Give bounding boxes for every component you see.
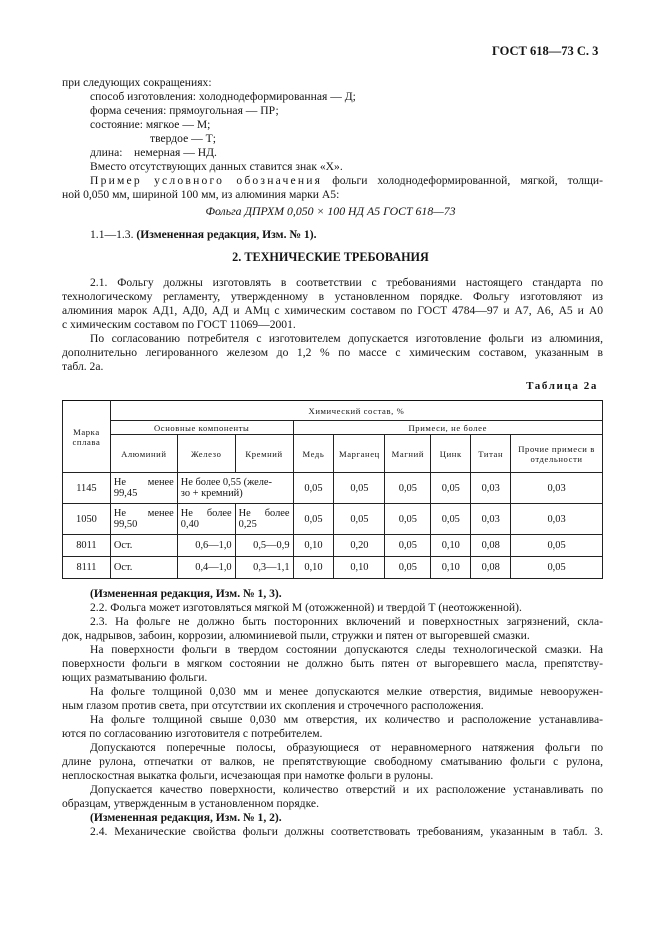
text-line: образцам, утвержденным в установленном порядке. bbox=[62, 797, 319, 810]
cell-text: менее bbox=[147, 477, 174, 488]
text-line: 2.4. Механические свойства фольги должны соответствовать требованиям, указанным в табл. 3. bbox=[90, 825, 603, 838]
table-row bbox=[63, 473, 603, 504]
cell-ti: 0,08 bbox=[471, 535, 511, 557]
cell-zn: 0,05 bbox=[431, 504, 471, 535]
text-line: На фольге толщиной свыше 0,030 мм отверстия, их количество и расположение устанавлива- bbox=[90, 713, 603, 726]
cell-grade: 1050 bbox=[63, 504, 111, 535]
text-line: дополнительно легированного железом до 1,2 % по массе с химическим составом, указанным в bbox=[62, 346, 603, 359]
designation-formula: Фольга ДПРХМ 0,050 × 100 НД А5 ГОСТ 618—73 bbox=[205, 204, 456, 218]
cell-other: 0,05 bbox=[511, 535, 603, 557]
text-line: Вместо отсутствующих данных ставится знак «Х». bbox=[90, 160, 343, 173]
cell-al: Ост. bbox=[110, 535, 177, 557]
cell-si: 0,3—1,1 bbox=[235, 557, 293, 579]
cell-cu: 0,05 bbox=[293, 473, 334, 504]
text-line: ющих разматыванию фольги. bbox=[62, 671, 208, 684]
header-col: Кремний bbox=[235, 435, 293, 473]
example-spaced: Пример условного обозначения bbox=[90, 174, 323, 187]
cell-grade: 1145 bbox=[63, 473, 111, 504]
cell-text: 0,25 bbox=[238, 519, 257, 530]
cell-mn: 0,10 bbox=[334, 557, 385, 579]
cell-text: более bbox=[264, 508, 290, 519]
text-line: Допускается качество поверхности, количество отверстий и их расположение устанавливать по bbox=[90, 783, 603, 796]
text-line: твердое — Т; bbox=[150, 132, 216, 145]
cell-zn: 0,05 bbox=[431, 473, 471, 504]
example-line bbox=[90, 174, 603, 188]
cell-mg: 0,05 bbox=[385, 473, 431, 504]
cell-text: более bbox=[206, 508, 232, 519]
header-grade: Марка сплава bbox=[63, 401, 111, 473]
text-line: На поверхности фольги в твердом состоянии допускаются следы технологической смазки. На bbox=[90, 643, 603, 656]
table-row bbox=[63, 557, 603, 579]
change-note bbox=[90, 228, 316, 242]
text-line: способ изготовления: холоднодеформированная — Д; bbox=[90, 90, 356, 103]
text-line: при следующих сокращениях: bbox=[62, 76, 212, 89]
cell-fe bbox=[177, 504, 235, 535]
text-line: поверхности фольги в мягком состоянии не должно быть пятен от выгоревшего масла, препятству- bbox=[62, 657, 603, 670]
text-line: технологическому регламенту, утвержденному в установленном порядке. Фольгу изготовляют из bbox=[62, 290, 603, 303]
text-line: форма сечения: прямоугольная — ПР; bbox=[90, 104, 279, 117]
cell-fe: 0,4—1,0 bbox=[177, 557, 235, 579]
header-col: Алюминий bbox=[110, 435, 177, 473]
text-line: ным глазом против света, при отсутствии их скопления и строчечного расположения. bbox=[62, 699, 484, 712]
cell-grade: 8111 bbox=[63, 557, 111, 579]
cell-cu: 0,10 bbox=[293, 535, 334, 557]
cell-ti: 0,03 bbox=[471, 473, 511, 504]
cell-mn: 0,20 bbox=[334, 535, 385, 557]
header-col: Медь bbox=[293, 435, 334, 473]
header-col: Марганец bbox=[334, 435, 385, 473]
cell-mg: 0,05 bbox=[385, 557, 431, 579]
cell-cu: 0,05 bbox=[293, 504, 334, 535]
cell-mg: 0,05 bbox=[385, 535, 431, 557]
cell-zn: 0,10 bbox=[431, 557, 471, 579]
text-line: ной 0,050 мм, шириной 100 мм, из алюминия марки А5: bbox=[62, 188, 340, 201]
text-line: длине рулона, отпечатки от валков, не препятствующие свободному сматыванию фольги с рулона, bbox=[62, 755, 603, 768]
header-chem: Химический состав, % bbox=[110, 401, 602, 421]
cell-text: 0,40 bbox=[180, 519, 199, 530]
cell-mn: 0,05 bbox=[334, 473, 385, 504]
cell-fe: 0,6—1,0 bbox=[177, 535, 235, 557]
cell-text: Не bbox=[113, 508, 127, 519]
text-line: На фольге толщиной 0,030 мм и менее допускаются мелкие отверстия, видимые невооружен- bbox=[90, 685, 603, 698]
header-col: Железо bbox=[177, 435, 235, 473]
header-main: Основные компоненты bbox=[110, 421, 293, 435]
text-line: табл. 2а. bbox=[62, 360, 104, 373]
page-header: ГОСТ 618—73 С. 3 bbox=[492, 44, 599, 58]
cell-text: Не более 0,55 (желе- bbox=[180, 477, 272, 488]
chemical-composition-table bbox=[62, 400, 603, 579]
cell-al bbox=[110, 504, 177, 535]
text-line: 2.3. На фольге не должно быть посторонних включений и поверхностных загрязнений, скла- bbox=[90, 615, 603, 628]
cell-mn: 0,05 bbox=[334, 504, 385, 535]
text-line: длина: немерная — НД. bbox=[90, 146, 217, 159]
text-line: док, надрывов, забоин, коррозии, алюминиевой пыли, стружки и пятен от выгоревшей смазки. bbox=[62, 629, 530, 642]
cell-al bbox=[110, 473, 177, 504]
text-line: По согласованию потребителя с изготовителем допускается изготовление фольги из алюминия, bbox=[90, 332, 603, 345]
cell-text: 99,45 bbox=[113, 488, 138, 499]
cell-ti: 0,03 bbox=[471, 504, 511, 535]
table-caption: Таблица 2а bbox=[526, 380, 598, 392]
table-row bbox=[63, 535, 603, 557]
header-col: Прочие примеси в отдельности bbox=[511, 435, 603, 473]
change-note: (Измененная редакция, Изм. № 1, 2). bbox=[90, 811, 282, 824]
cell-fe-si bbox=[177, 473, 293, 504]
text-line: с химическим составом по ГОСТ 11069—2001. bbox=[62, 318, 296, 331]
cell-text: Не bbox=[238, 508, 251, 519]
text-line: 2.2. Фольга может изготовляться мягкой М (отожженной) и твердой Т (неотожженной). bbox=[90, 601, 522, 614]
cell-al: Ост. bbox=[110, 557, 177, 579]
table-row bbox=[63, 504, 603, 535]
header-col: Магний bbox=[385, 435, 431, 473]
cell-text: зо + кремний) bbox=[180, 488, 243, 499]
cell-other: 0,05 bbox=[511, 557, 603, 579]
cell-grade: 8011 bbox=[63, 535, 111, 557]
cell-text: Не bbox=[113, 477, 127, 488]
header-col: Цинк bbox=[431, 435, 471, 473]
text-line: неплоскостная выкатка фольги, исчезающая при намотке фольги в рулоны. bbox=[62, 769, 434, 782]
text-line: состояние: мягкое — М; bbox=[90, 118, 211, 131]
section-heading: 2. ТЕХНИЧЕСКИЕ ТРЕБОВАНИЯ bbox=[232, 250, 429, 264]
cell-other: 0,03 bbox=[511, 504, 603, 535]
cell-si bbox=[235, 504, 293, 535]
cell-cu: 0,10 bbox=[293, 557, 334, 579]
cell-zn: 0,10 bbox=[431, 535, 471, 557]
cell-ti: 0,08 bbox=[471, 557, 511, 579]
text-line: ются по согласованию изготовителя с потребителем. bbox=[62, 727, 323, 740]
change-note: (Измененная редакция, Изм. № 1, 3). bbox=[90, 587, 282, 600]
change-prefix: 1.1—1.3. bbox=[90, 228, 137, 241]
cell-text: 99,50 bbox=[113, 519, 138, 530]
text-line: 2.1. Фольгу должны изготовлять в соответствии с требованиями настоящего стандарта по bbox=[90, 276, 603, 289]
cell-text: менее bbox=[147, 508, 174, 519]
header-col: Титан bbox=[471, 435, 511, 473]
cell-mg: 0,05 bbox=[385, 504, 431, 535]
text-line: алюминия марок АД1, АД0, АД и АМц с химическим составом по ГОСТ 4784—97 и А7, А6, А5 и А0 bbox=[62, 304, 603, 317]
cell-other: 0,03 bbox=[511, 473, 603, 504]
change-bold: (Измененная редакция, Изм. № 1). bbox=[136, 228, 317, 241]
cell-si: 0,5—0,9 bbox=[235, 535, 293, 557]
header-impurities: Примеси, не более bbox=[293, 421, 602, 435]
text-line: Допускаются поперечные полосы, образующиеся от неравномерного натяжения фольги по bbox=[90, 741, 603, 754]
cell-text: Не bbox=[180, 508, 193, 519]
example-rest: фольги холоднодеформированной, мягкой, толщи- bbox=[322, 174, 603, 187]
